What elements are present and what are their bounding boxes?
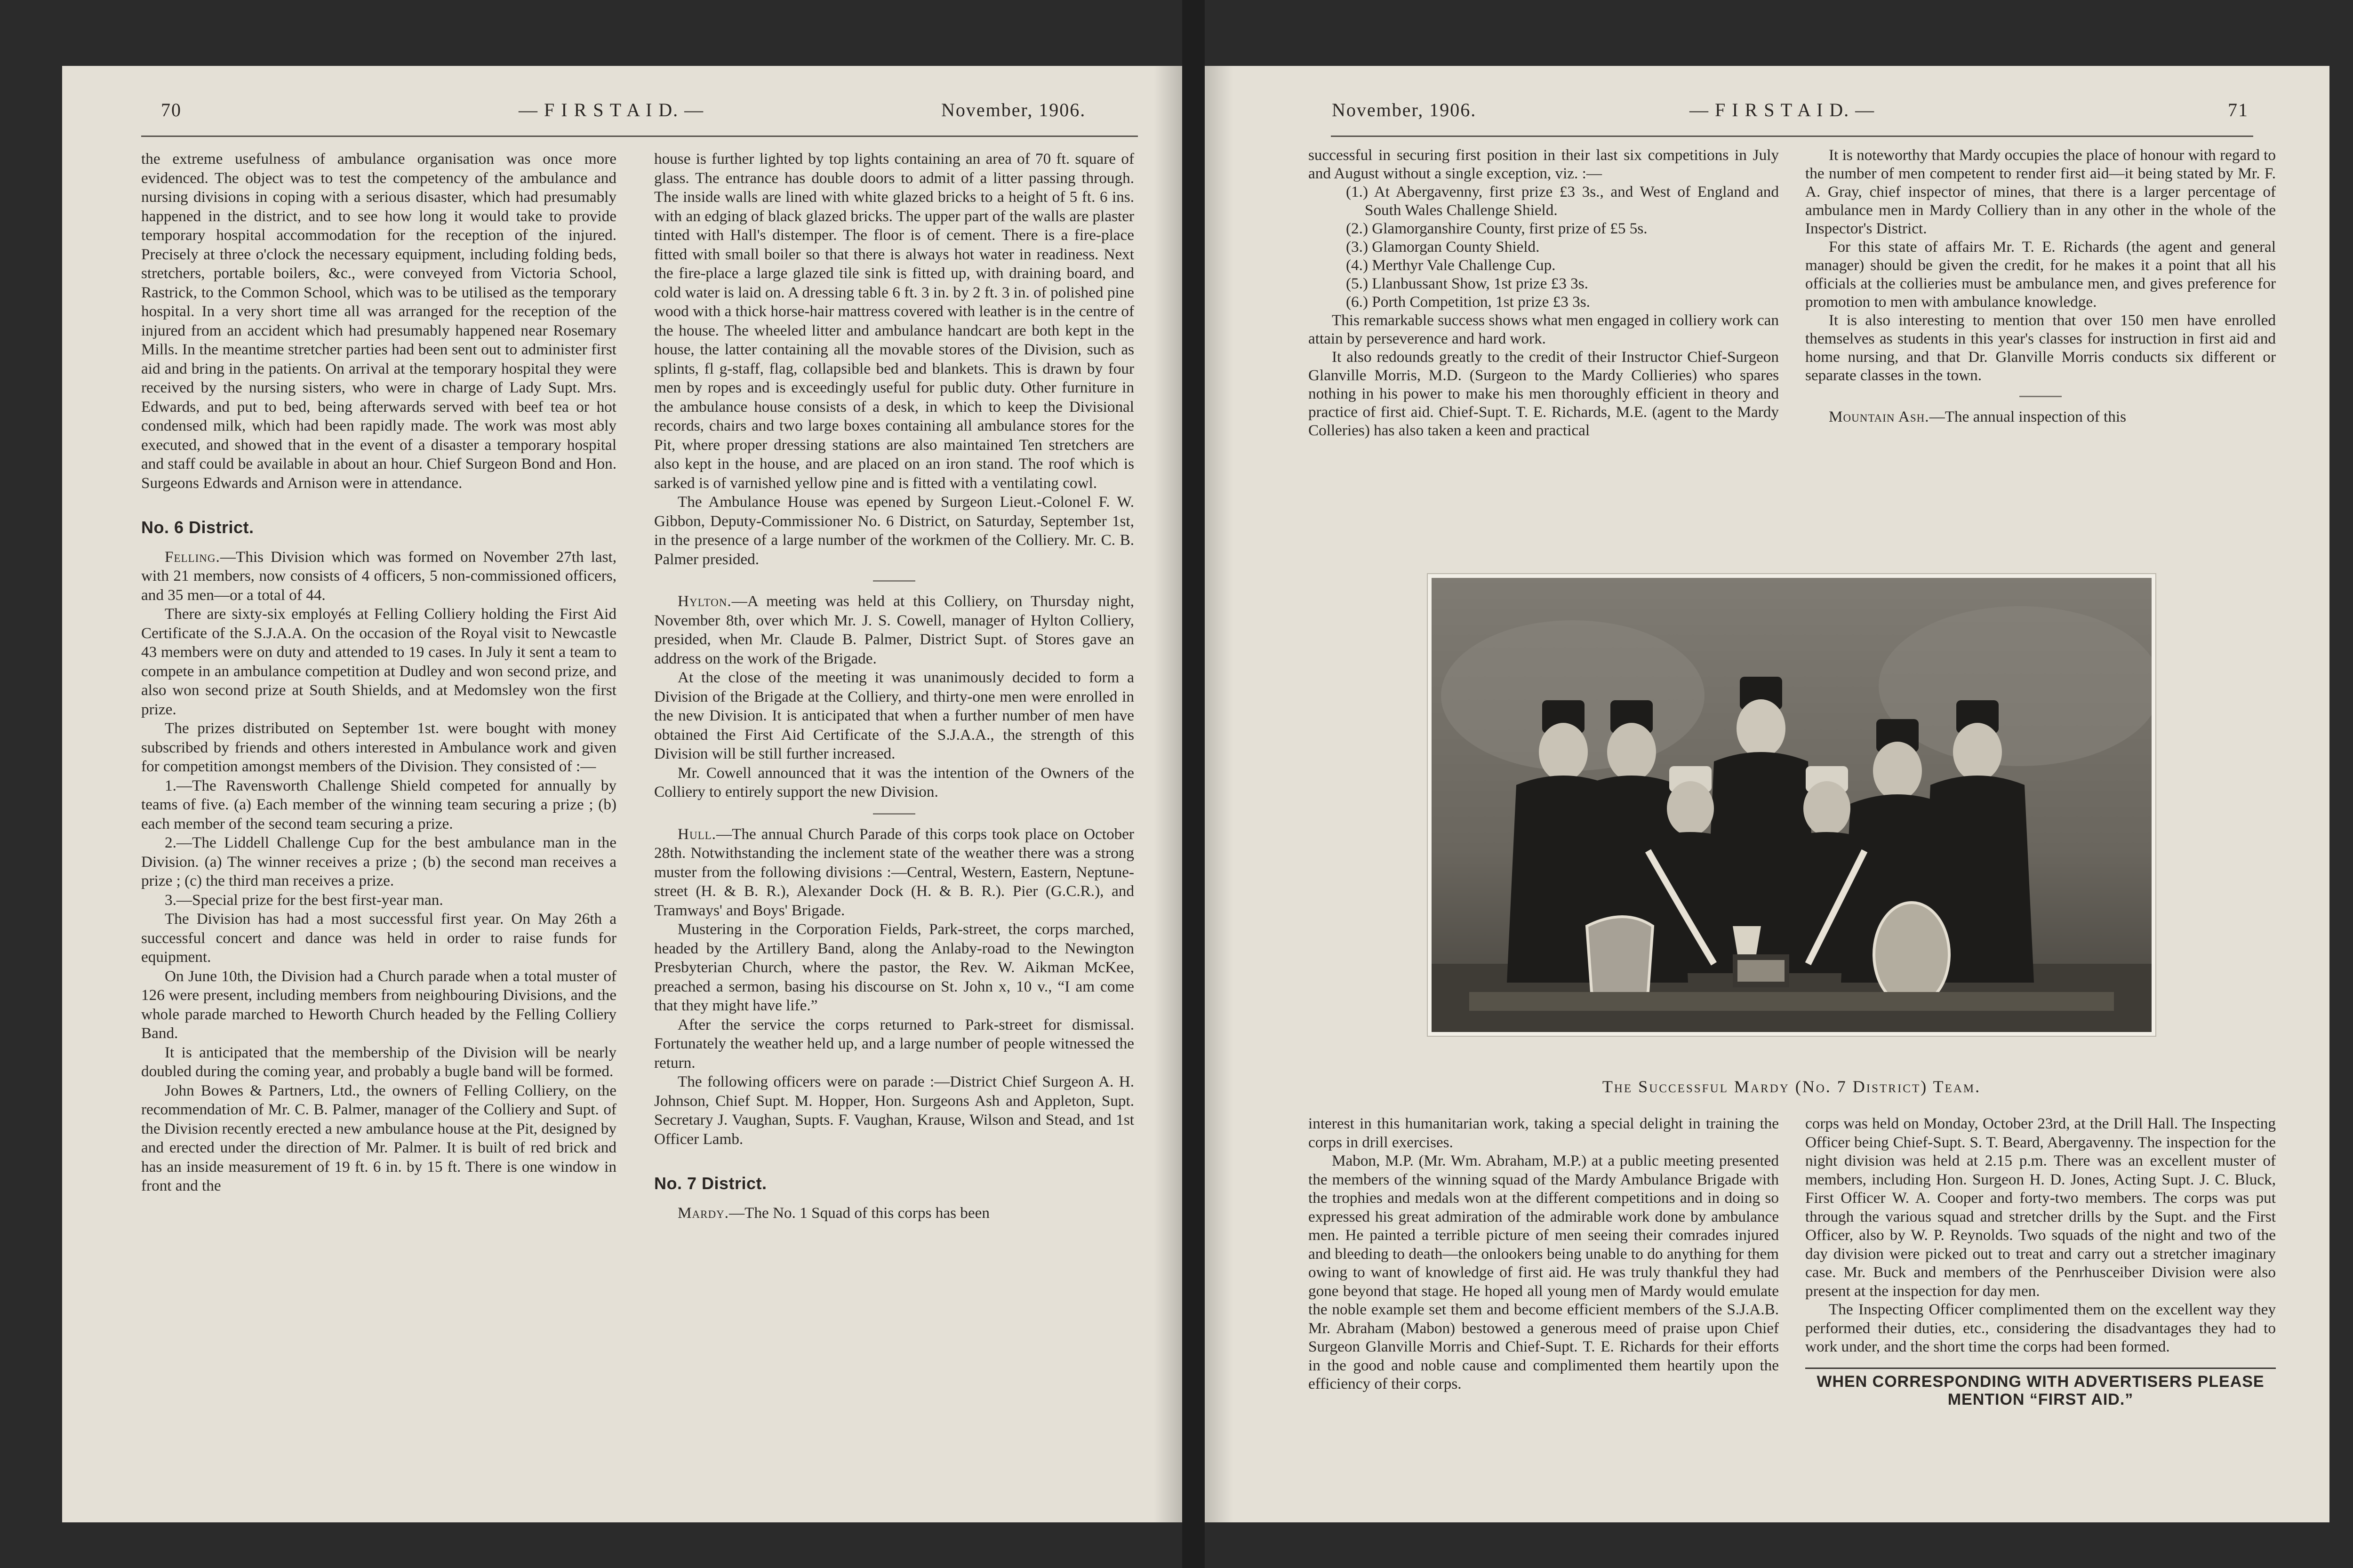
running-title: — F I R S T A I D. — — [519, 99, 704, 120]
section-heading: No. 7 District. — [654, 1174, 767, 1193]
paragraph: For this state of affairs Mr. T. E. Richards (the agent and general manager) should be given the credit, for he makes it a point that all his officials at the collieries must be ambulance men, and gives preference for promotion to men with ambulance knowledge. — [1805, 238, 2276, 311]
section-separator — [873, 580, 915, 582]
paragraph: This remarkable success shows what men engaged in colliery work can attain by perseverence and hard work. — [1308, 312, 1779, 347]
right-column-2 — [1805, 146, 2276, 426]
page-number: 71 — [2228, 99, 2249, 120]
gutter-shadow — [1154, 66, 1182, 1522]
left-column-1 — [141, 150, 616, 1196]
paragraph: The following officers were on parade :—District Chief Surgeon A. H. Johnson, Chief Supt. M. Hopper, Hon. Surgeons Ash and Appleton, Supt. Secretary J. Vaughan, Supts. F. Vaughan, Krause, Wilson and Stead, and 1st Officer Lamb. — [654, 1073, 1134, 1148]
paragraph: It is anticipated that the membership of the Division will be nearly doubled during the coming year, and probably a bugle band will be formed. — [141, 1043, 616, 1080]
paragraph: Mabon, M.P. (Mr. Wm. Abraham, M.P.) at a public meeting presented the members of the winning squad of the Mardy Ambulance Brigade with the trophies and medals won at the different competitions and in doing so expressed his great admiration of the admirable work done by ambulance men. He painted a terrible picture of men seeing their comrades injured and bleeding to death—the onlookers being unable to do anything for them owing to want of knowledge of first aid. He was truly thankful they had gone beyond that stage. He hoped all young men of Mardy would emulate the noble example set them and become efficient members of the S.J.A.B. Mr. Abraham (Mabon) bestowed a generous meed of praise upon Chief Surgeon Glanville Morris and Chief-Supt. T. E. Richards for their efforts in the good and noble cause and complimented them heartily upon the efficiency of their corps. — [1308, 1152, 1779, 1392]
list-item: 3.—Special prize for the best first-year man. — [165, 891, 443, 909]
division-name: Mountain Ash. — [1829, 408, 1929, 425]
division-name: Hylton. — [678, 592, 732, 610]
section-separator — [873, 813, 915, 815]
right-page — [1205, 66, 2329, 1522]
right-column-4 — [1805, 1114, 2276, 1408]
paragraph: John Bowes & Partners, Ltd., the owners of Felling Colliery, on the recommendation of Mr. C. B. Palmer, manager of the Colliery and Supt. of the Division recently erected a new ambulance house at the Pit, designed by and erected under the direction of Mr. Palmer. It is built of red brick and has an inside measurement of 19 ft. 6 in. by 15 ft. There is one window in front and the — [141, 1081, 616, 1194]
division-name: Felling. — [165, 548, 220, 566]
right-column-3 — [1308, 1114, 1779, 1393]
paragraph: It also redounds greatly to the credit of their Instructor Chief-Surgeon Glanville Morris, M.D. (Surgeon to the Mardy Collieries) who spares nothing in his power to make his men thoroughly efficient in theory and practice of first aid. Chief-Supt. T. E. Richards, M.E. (agent to the Mardy Colleries) has also taken a keen and practical — [1308, 348, 1779, 439]
gutter-shadow — [1205, 66, 1233, 1522]
paragraph: interest in this humanitarian work, taking a special delight in training the corps in drill exercises. — [1308, 1115, 1779, 1151]
right-page-header — [1205, 99, 2329, 127]
advertiser-notice: WHEN CORRESPONDING WITH ADVERTISERS PLEASE MENTION “FIRST AID.” — [1805, 1368, 2276, 1408]
paragraph: house is further lighted by top lights containing an area of 70 ft. square of glass. The entrance has double doors to admit of a litter passing through. The inside walls are lined with white glazed bricks to a height of 5 ft. 6 ins. with an edging of black glazed bricks. The upper part of the walls are plaster tinted with Hall's distemper. The floor is of cement. There is a fire-place fitted with small boiler so that there is always hot water in readiness. Next the fire-place a large glazed tile sink is fitted up, with draining board, and cold water is laid on. A dressing table 6 ft. 3 in. by 2 ft. 3 in. of polished pine wood with a thick horse-hair mattress covered with leather is in the centre of the house. The wheeled litter and ambulance handcart are both kept in the house, the latter containing all the movable stores of the Division, such as splints, fl g-staff, flag, collapsible bed and blankets. This is drawn by four men by ropes and is exceedingly useful for public duty. Other furniture in the ambulance house consists of a desk, in which to keep the Divisional records, chairs and two large boxes containing all ambulance stores for the Pit, where proper dressing stations are also maintained Ten stretchers are also kept in the house, and are placed on an iron stand. The roof which is sarked is of varnished yellow pine and is fitted with a ventilating cowl. — [654, 150, 1134, 492]
team-photo-illustration — [1432, 578, 2152, 1032]
paragraph: successful in securing first position in their last six competitions in July and August without a single exception, viz. :— — [1308, 146, 1779, 182]
book-spine — [1182, 0, 1205, 1568]
list-item: (6.) Porth Competition, 1st prize £3 3s. — [1346, 293, 1590, 311]
list-item: 1.—The Ravensworth Challenge Shield competed for annually by teams of five. (a) Each member of the winning team securing a prize ; (b) each member of the second team securing a prize. — [141, 776, 616, 832]
section-separator — [2019, 396, 2062, 397]
paragraph: Hull.—The annual Church Parade of this corps took place on October 28th. Notwithstanding the inclement state of the weather there was a strong muster from the following divisions :—Central, Western, Eastern, Neptune-street (H. & B. R.), Alexander Dock (H. & B. R.). Pier (G.C.R.), and Tramways' and Boys' Brigade. — [654, 825, 1134, 919]
left-page-header — [62, 99, 1182, 127]
issue-date: November, 1906. — [941, 99, 1086, 120]
paragraph: After the service the corps returned to Park-street for dismissal. Fortunately the weather held up, and a large number of people witnessed the return. — [654, 1016, 1134, 1072]
paragraph: It is noteworthy that Mardy occupies the place of honour with regard to the number of men competent to render first aid—it being stated by Mr. F. A. Gray, chief inspector of mines, that there is a larger percentage of ambulance men in Mardy Colliery than in any other in the whole of the Inspector's District. — [1805, 146, 2276, 237]
paragraph: At the close of the meeting it was unanimously decided to form a Division of the Brigade at the Colliery, and thirty-one men were enrolled in the new Division. It is anticipated that when a further number of men have obtained the First Aid Certificate of the S.J.A.A., the strength of this Division will be still further increased. — [654, 669, 1134, 762]
right-column-1 — [1308, 146, 1779, 440]
photo-image — [1432, 578, 2152, 1032]
list-item: (4.) Merthyr Vale Challenge Cup. — [1346, 256, 1556, 274]
paragraph: Hylton.—A meeting was held at this Colliery, on Thursday night, November 8th, over which Mr. J. S. Cowell, manager of Hylton Colliery, presided, when Mr. Claude B. Palmer, District Supt. of Stores gave an address on the work of the Brigade. — [654, 592, 1134, 667]
section-heading: No. 6 District. — [141, 518, 254, 537]
issue-date: November, 1906. — [1332, 99, 1477, 120]
paragraph: There are sixty-six employés at Felling Colliery holding the First Aid Certificate of the S.J.A.A. On the occasion of the Royal visit to Newcastle 43 members were on duty and attended to 19 cases. In July it sent a team to compete in an ambulance competition at Dudley and won second prize, and also won second prize at South Shields, and at Medomsley won the first prize. — [141, 605, 616, 718]
left-page — [62, 66, 1182, 1522]
list-item: (3.) Glamorgan County Shield. — [1346, 238, 1540, 256]
division-name: Hull. — [678, 825, 716, 843]
paragraph: corps was held on Monday, October 23rd, at the Drill Hall. The Inspecting Officer being Chief-Supt. S. T. Beard, Abergavenny. The inspection for the night division was held at 2.15 p.m. There was an excellent muster of members, including Hon. Surgeon H. D. Jones, Acting Supt. J. C. Bluck, First Officer W. A. Cooper and forty-two members. The corps was put through the various squad and stretcher drills by the Supt. and the First Officer, also by W. P. Reynolds. Two squads of the night and two of the day division were picked out to treat and carry out a stretcher imaginary case. Mr. Buck and members of the Penrhusceiber Division were also present at the inspection for day men. — [1805, 1115, 2276, 1300]
list-item: (5.) Llanbussant Show, 1st prize £3 3s. — [1346, 275, 1588, 292]
paragraph: The prizes distributed on September 1st. were bought with money subscribed by friends and others interested in Ambulance work and given for competition amongst members of the Division. They consisted of :— — [141, 720, 616, 775]
photo-caption: The Successful Mardy (No. 7 District) Team. — [1602, 1077, 1981, 1096]
paragraph: On June 10th, the Division had a Church parade when a total muster of 126 were present, including members from neighbouring Divisions, and the whole parade marched to Heworth Church headed by the Felling Colliery Band. — [141, 967, 616, 1042]
paragraph: Mountain Ash.—The annual inspection of this — [1829, 408, 2127, 425]
list-item: 2.—The Liddell Challenge Cup for the best ambulance man in the Division. (a) The winner receives a prize ; (b) the second man receives a prize ; (c) the third man receives a prize. — [141, 834, 616, 889]
team-photograph — [1427, 573, 2156, 1037]
paragraph: Mr. Cowell announced that it was the intention of the Owners of the Colliery to entirely support the new Division. — [654, 764, 1134, 800]
paragraph: Felling.—This Division which was formed on November 27th last, with 21 members, now consists of 4 officers, 5 non-commissioned officers, and 35 men—or a total of 44. — [141, 548, 616, 604]
paragraph: Mardy.—The No. 1 Squad of this corps has been — [678, 1204, 990, 1222]
list-item: (1.) At Abergavenny, first prize £3 3s., and West of England and South Wales Challenge Shield. — [1346, 183, 1779, 219]
paragraph: It is also interesting to mention that over 150 men have enrolled themselves as students in this year's classes for instruction in first aid and home nursing, and that Dr. Glanville Morris conducts six different or separate classes in the town. — [1805, 312, 2276, 384]
page-number: 70 — [161, 99, 182, 120]
header-rule — [141, 136, 1138, 137]
header-rule — [1331, 136, 2253, 137]
paragraph: The Inspecting Officer complimented them on the excellent way they performed their duties, etc., considering the disadvantages they had to work under, and the short time the corps had been formed. — [1805, 1301, 2276, 1355]
list-item: (2.) Glamorganshire County, first prize of £5 5s. — [1346, 220, 1648, 237]
division-name: Mardy. — [678, 1204, 729, 1222]
paragraph: Mustering in the Corporation Fields, Park-street, the corps marched, headed by the Artillery Band, along the Anlaby-road to the Newington Presbyterian Church, where the pastor, the Rev. W. Aikman McKee, preached a sermon, basing his discourse on St. John x, 10 v., “I am come that they might have life.” — [654, 920, 1134, 1014]
paragraph: The Division has had a most successful first year. On May 26th a successful concert and dance was held in order to raise funds for equipment. — [141, 910, 616, 966]
left-column-2 — [654, 150, 1134, 1223]
paragraph: the extreme usefulness of ambulance organisation was once more evidenced. The object was to test the competency of the ambulance and nursing divisions in coping with a serious disaster, which had presumably happened in the district, and to see how long it would take to provide temporary hospital accommodation for the reception of the injured. Precisely at three o'clock the necessary equipment, including folding beds, stretchers, portable boilers, &c., were conveyed from Victoria School, Rastrick, to the Common School, which was to be utilised as the temporary hospital. In a very short time all was arranged for the reception of the injured from an accident which had presumably happened near Rosemary Mills. In the meantime stretcher parties had been sent out to administer first aid and bring in the patients. On arrival at the temporary hospital they were received by the nursing sisters, who were in charge of Lady Supt. Mrs. Edwards, and put to bed, being afterwards served with beef tea or hot condensed milk, which had been rapidly made. The work was most ably executed, and showed that in the event of a disaster a temporary hospital and staff could be available in about an hour. Chief Surgeon Bond and Hon. Surgeons Edwards and Arnison were in attendance. — [141, 150, 616, 492]
paragraph: The Ambulance House was epened by Surgeon Lieut.-Colonel F. W. Gibbon, Deputy-Commissioner No. 6 District, on Saturday, September 1st, in the presence of a large number of the workmen of the Colliery. Mr. C. B. Palmer presided. — [654, 493, 1134, 568]
running-title: — F I R S T A I D. — — [1689, 99, 1875, 120]
